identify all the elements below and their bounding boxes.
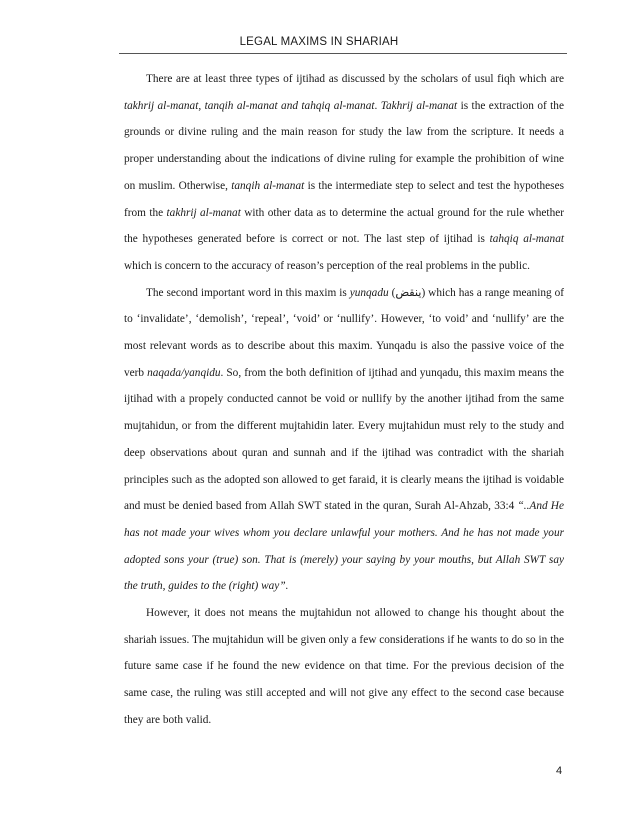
- body-text: [124, 66, 564, 734]
- text-run: which is concern to the accuracy of reason’s perception of the real problems in the public.: [124, 259, 530, 272]
- text-run: The second important word in this maxim is: [146, 286, 350, 299]
- text-run: is the extraction of the grounds or divine ruling and the main reason for study the law from the scripture. It needs a proper understanding about the indications of divine ruling for example the prohibition of wine on muslim. Otherwise,: [124, 99, 564, 192]
- arabic-word: ينقض: [395, 286, 422, 299]
- paragraph-3: [124, 600, 564, 734]
- italic-term: yunqadu: [349, 286, 389, 299]
- text-run: However, it does not means the mujtahidun not allowed to change his thought about the shariah issues. The mujtahidun will be given only a few considerations if he wants to do so in the future same case if he found the new evidence on that time. For the previous decision of the same case, the ruling was still accepted and will not give any effect to the second case because they are both valid.: [124, 607, 564, 726]
- paragraph-1: [124, 66, 564, 280]
- text-run: There are at least three types of ijtihad as discussed by the scholars of usul fiqh which are: [146, 73, 564, 85]
- text-run: (: [388, 286, 396, 299]
- text-run: . So, from the both definition of ijtihad and yunqadu, this maxim means the ijtihad with a propely conducted cannot be void or nullify by the another ijtihad from the same mujtahidun, or from the different mujtahidin later. Every mujtahidun must rely to the study and deep observations about quran and sunnah and if the ijtihad was contradict with the shariah principles such as the adopted son allowed to get faraid, it is clearly means the ijtihad is voidable and must be denied based from Allah SWT stated in the quran, Surah Al-Ahzab, 33:4: [124, 366, 564, 513]
- text-run: is the intermediate step to select and test the hypotheses from the: [124, 179, 564, 219]
- italic-term: naqada/yanqidu: [147, 366, 221, 379]
- text-run: .: [374, 99, 381, 112]
- italic-term: tahqiq al-manat: [489, 233, 564, 246]
- italic-term: tanqih al-manat: [231, 179, 305, 192]
- italic-term: takhrij al-manat: [166, 206, 241, 219]
- text-run: ) which has a range meaning of to ‘invalidate’, ‘demolish’, ‘repeal’, ‘void’ or ‘nullify’. However, ‘to void’ and ‘nullify’ are the most relevant words as to describe about this maxim. Yunqadu is also the passive voice of the verb: [124, 286, 565, 379]
- italic-term: Takhrij al-manat: [380, 99, 458, 112]
- quran-quote: “..And He has not made your wives whom you declare unlawful your mothers. And he has not made your adopted sons your (true) son. That is (merely) your saying by your mouths, but Allah SWT say the truth, guides to the (right) way”.: [124, 500, 564, 593]
- italic-term: takhrij al-manat, tanqih al-manat and tahqiq al-manat: [124, 99, 375, 112]
- running-header: LEGAL MAXIMS IN SHARIAH: [239, 36, 399, 48]
- header-rule: [119, 53, 567, 54]
- page-number: 4: [556, 765, 563, 777]
- paragraph-2: [124, 280, 564, 600]
- text-run: with other data as to determine the actual ground for the rule whether the hypotheses generated before is correct or not. The last step of ijtihad is: [124, 206, 564, 246]
